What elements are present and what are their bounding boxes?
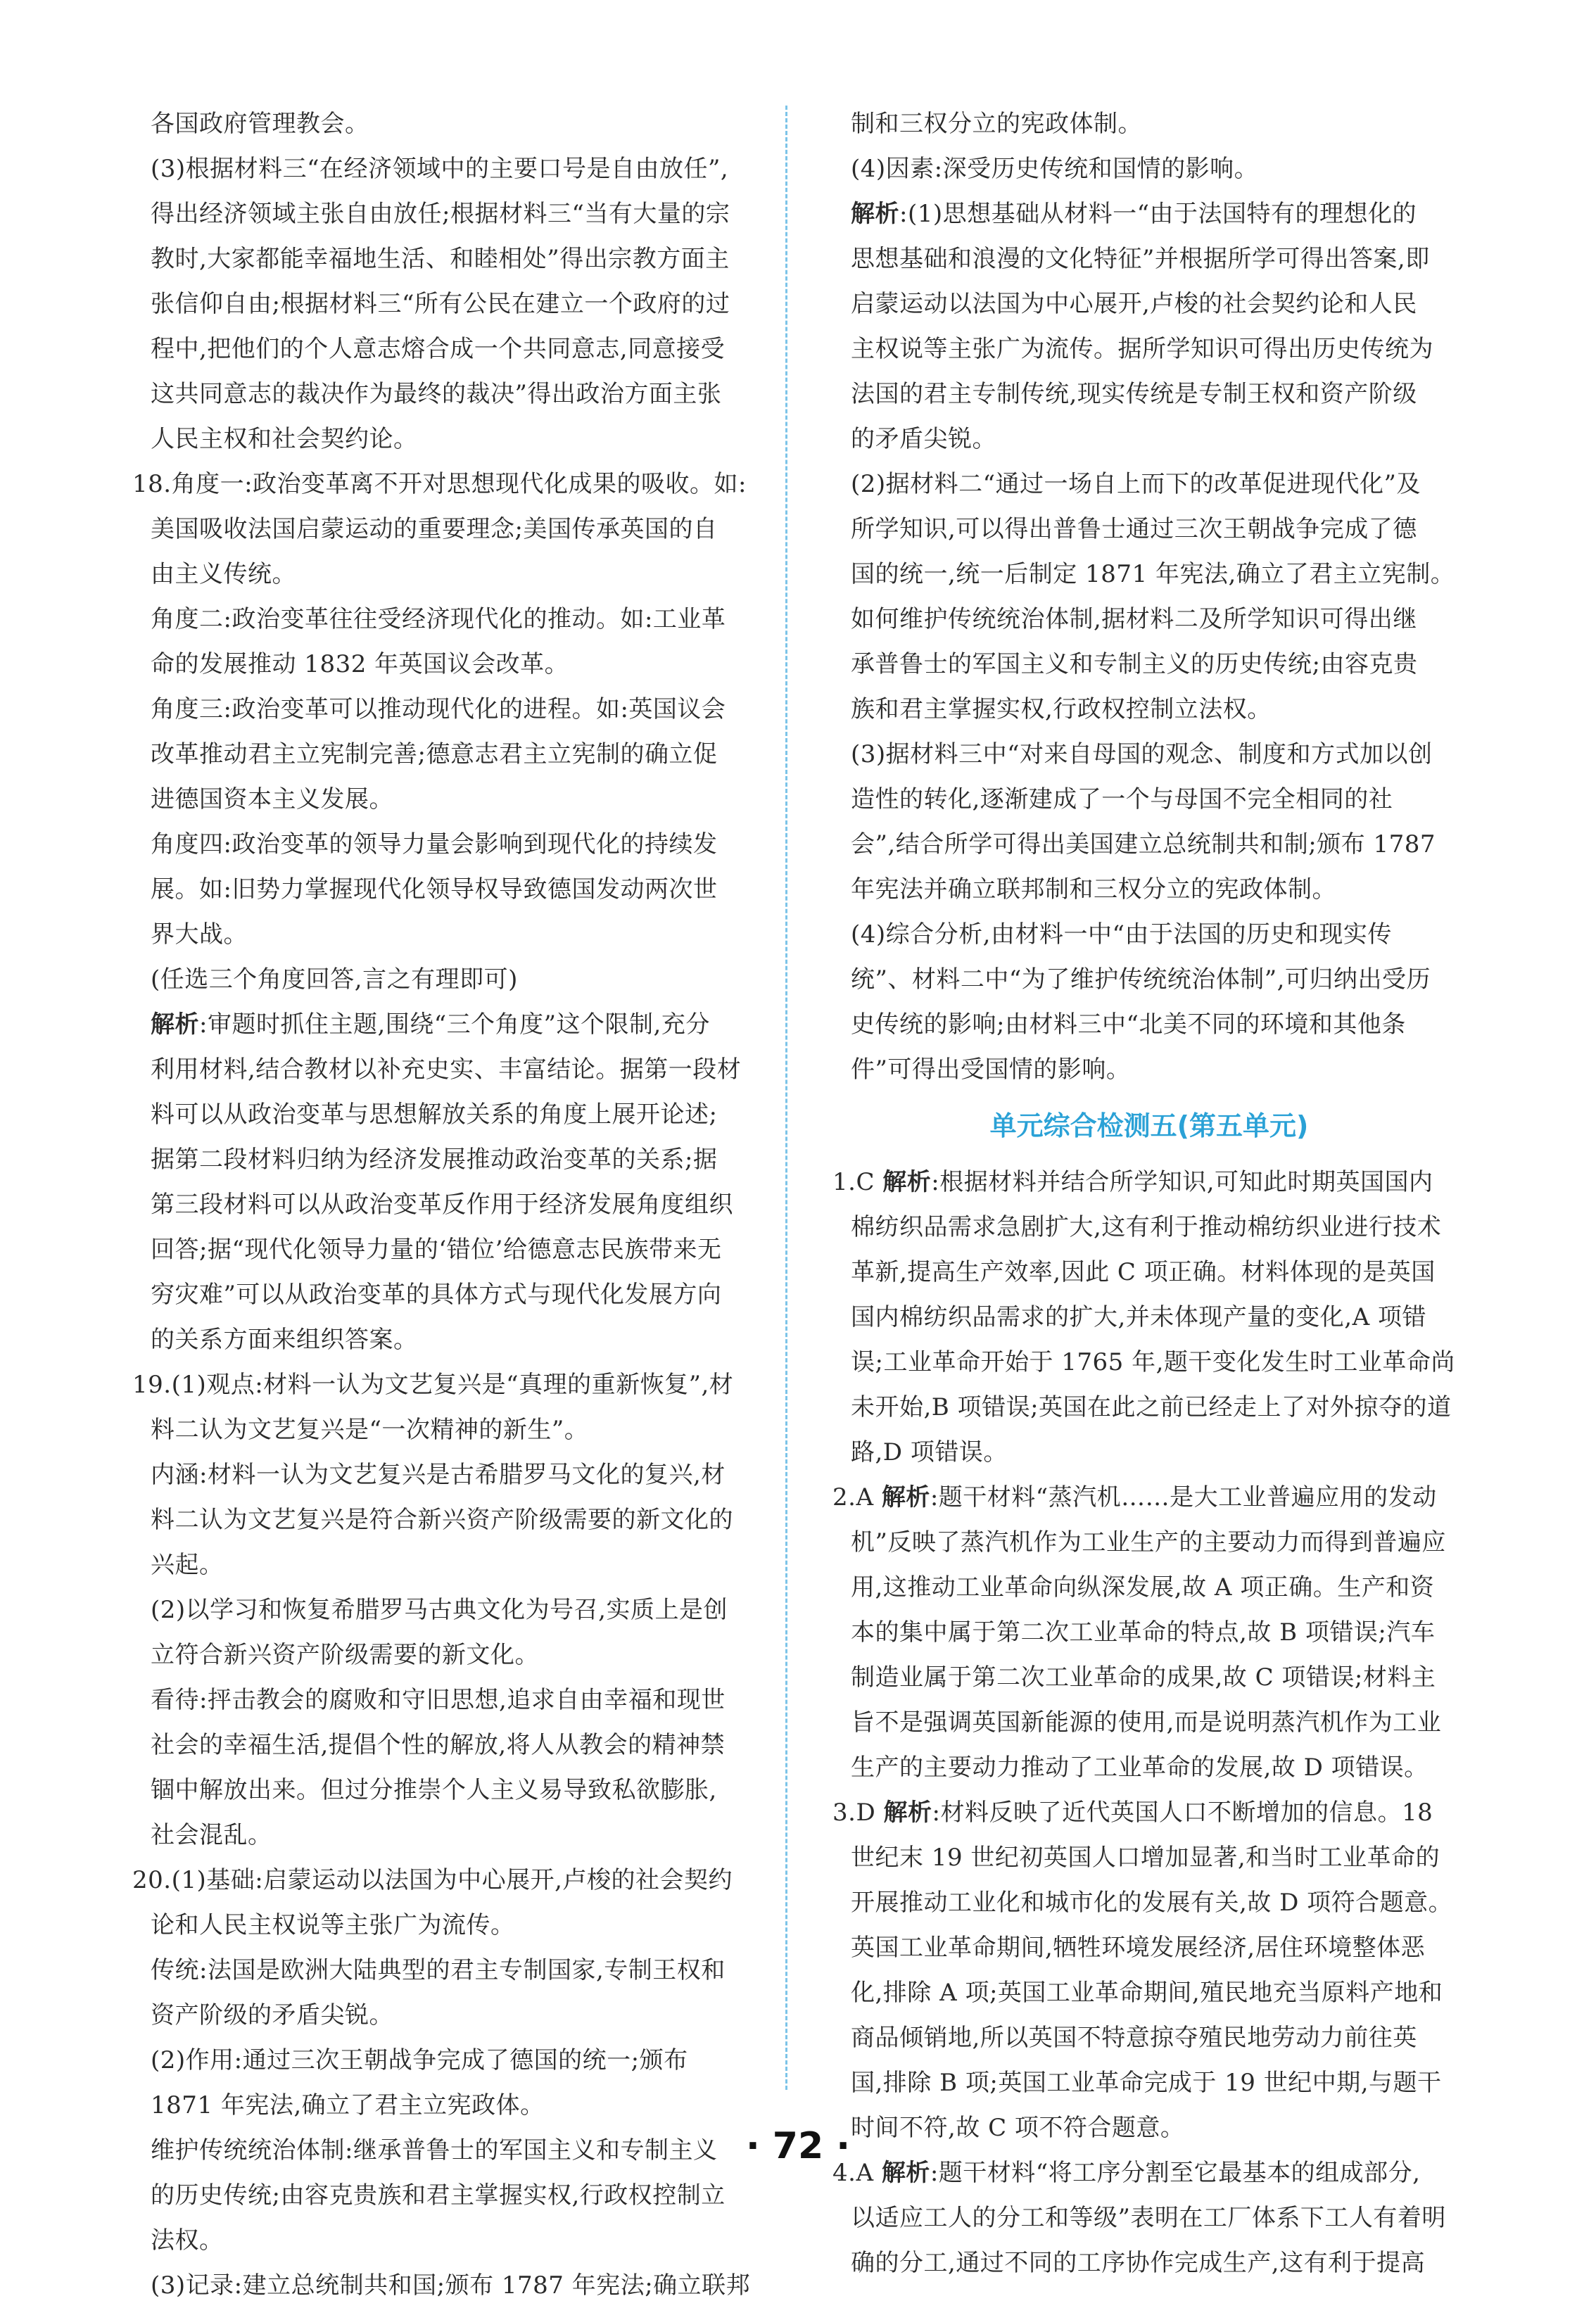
text-line: [132, 417, 766, 462]
line-text: 的历史传统;由容克贵族和君主掌握实权,行政权控制立: [151, 2181, 726, 2209]
text-line: [132, 462, 766, 507]
line-text: 回答;据“现代化领导力量的‘错位’给德意志民族带来无: [151, 1236, 722, 1264]
text-line: [132, 1317, 766, 1362]
line-text: (4)因素:深受历史传统和国情的影响。: [851, 155, 1259, 183]
text-line: [132, 191, 766, 236]
line-text: 所学知识,可以得出普鲁士通过三次王朝战争完成了德: [851, 515, 1417, 543]
line-text: (2)据材料二“通过一场自上而下的改革促进现代化”及: [851, 470, 1421, 498]
text-line: [832, 2015, 1466, 2060]
text-line: [832, 462, 1466, 507]
line-text: 启蒙运动以法国为中心展开,卢梭的社会契约论和人民: [851, 290, 1417, 318]
text-line: [832, 1250, 1466, 1295]
line-text: 如何维护传统统治体制,据材料二及所学知识可得出继: [851, 605, 1417, 633]
text-line: [832, 642, 1466, 687]
text-line: [132, 507, 766, 552]
line-text: 造性的转化,逐渐建成了一个与母国不完全相同的社: [851, 785, 1393, 813]
line-text: 年宪法并确立联邦制和三权分立的宪政体制。: [851, 875, 1336, 903]
line-text: 商品倾销地,所以英国不特意掠夺殖民地劳动力前往英: [851, 2024, 1417, 2052]
text-line: [832, 372, 1466, 417]
text-line: [832, 1700, 1466, 1745]
text-line: [132, 822, 766, 867]
line-text: 承普鲁士的军国主义和专制主义的历史传统;由容克贵: [851, 650, 1418, 678]
text-line: [132, 1137, 766, 1182]
text-line: [132, 1903, 766, 1948]
line-text: 社会的幸福生活,提倡个性的解放,将人从教会的精神禁: [151, 1731, 726, 1759]
line-text: 角度四:政治变革的领导力量会影响到现代化的持续发: [151, 830, 718, 858]
line-text: 教时,大家都能幸福地生活、和睦相处”得出宗教方面主: [151, 245, 730, 273]
text-line: [132, 281, 766, 326]
text-line: [832, 1835, 1466, 1880]
line-text: 论和人民主权说等主张广为流传。: [151, 1911, 515, 1939]
text-line: [832, 1002, 1466, 1047]
line-text: 用,这推动工业革命向纵深发展,故 A 项正确。生产和资: [851, 1573, 1435, 1602]
question-number: 4.A: [832, 2159, 882, 2187]
text-line: [132, 2263, 766, 2308]
text-line: [832, 146, 1466, 191]
line-text: 兴起。: [151, 1551, 224, 1579]
line-text: 开展推动工业化和城市化的发展有关,故 D 项符合题意。: [851, 1889, 1453, 1917]
text-line: [832, 1790, 1466, 1835]
text-line: [832, 1340, 1466, 1385]
line-text: 旨不是强调英国新能源的使用,而是说明蒸汽机作为工业: [851, 1708, 1442, 1737]
text-line: [132, 1272, 766, 1317]
text-line: [132, 1948, 766, 1993]
text-line: [832, 326, 1466, 372]
line-text: :(1)思想基础从材料一“由于法国特有的理想化的: [899, 200, 1417, 228]
line-text: 思想基础和浪漫的文化特征”并根据所学可得出答案,即: [851, 245, 1430, 273]
text-line: [132, 1632, 766, 1678]
text-line: [832, 1565, 1466, 1610]
text-line: [832, 687, 1466, 732]
text-line: [832, 2240, 1466, 2285]
line-text: 料二认为文艺复兴是“一次精神的新生”。: [151, 1416, 589, 1444]
text-line: [832, 281, 1466, 326]
text-line: [832, 1430, 1466, 1475]
text-line: [832, 1520, 1466, 1565]
line-text: 确的分工,通过不同的工序协作完成生产,这有利于提高: [851, 2249, 1426, 2277]
text-line: [832, 822, 1466, 867]
text-line: [132, 912, 766, 957]
line-text: 以适应工人的分工和等级”表明在工厂体系下工人有着明: [851, 2204, 1446, 2232]
text-line: [832, 1655, 1466, 1700]
line-text: (任选三个角度回答,言之有理即可): [151, 965, 518, 994]
line-text: 立符合新兴资产阶级需要的新文化。: [151, 1641, 539, 1669]
line-text: 本的集中属于第二次工业革命的特点,故 B 项错误;汽车: [851, 1618, 1436, 1647]
text-line: [832, 2060, 1466, 2105]
text-line: [832, 1880, 1466, 1925]
text-line: [132, 1813, 766, 1858]
text-line: [132, 326, 766, 372]
text-line: [132, 687, 766, 732]
question-number: 1.C: [832, 1168, 883, 1196]
line-text: 18.角度一:政治变革离不开对思想现代化成果的吸收。如:: [132, 470, 747, 498]
column-divider: [785, 106, 787, 2090]
text-line: [132, 552, 766, 597]
line-text: 会”,结合所学可得出美国建立总统制共和制;颁布 1787: [851, 830, 1436, 858]
text-line: [832, 1970, 1466, 2015]
text-line: [832, 417, 1466, 462]
line-text: 英国工业革命期间,牺牲环境发展经济,居住环境整体恶: [851, 1934, 1426, 1962]
line-text: 的矛盾尖锐。: [851, 425, 996, 453]
line-text: 国的统一,统一后制定 1871 年宪法,确立了君主立宪制。: [851, 560, 1455, 588]
text-line: [832, 732, 1466, 777]
text-line: [832, 1295, 1466, 1340]
text-line: [832, 507, 1466, 552]
text-line: [832, 2195, 1466, 2240]
text-line: [832, 1745, 1466, 1790]
text-line: [132, 2083, 766, 2128]
line-text: 料二认为文艺复兴是符合新兴资产阶级需要的新文化的: [151, 1506, 733, 1534]
line-text: 制造业属于第二次工业革命的成果,故 C 项错误;材料主: [851, 1663, 1436, 1692]
line-text: 国内棉纺织品需求的扩大,并未体现产量的变化,A 项错: [851, 1303, 1426, 1331]
line-text: 世纪末 19 世纪初英国人口增加显著,和当时工业革命的: [851, 1844, 1440, 1872]
line-text: 误;工业革命开始于 1765 年,题干变化发生时工业革命尚: [851, 1348, 1455, 1376]
analysis-label: 解析: [883, 1799, 932, 1827]
text-line: [832, 236, 1466, 281]
text-line: [832, 957, 1466, 1002]
text-line: [832, 1160, 1466, 1205]
line-text: 生产的主要动力推动了工业革命的发展,故 D 项错误。: [851, 1754, 1429, 1782]
question-number: 2.A: [832, 1483, 882, 1511]
line-text: 20.(1)基础:启蒙运动以法国为中心展开,卢梭的社会契约: [132, 1866, 733, 1894]
line-text: 内涵:材料一认为文艺复兴是古希腊罗马文化的复兴,材: [151, 1461, 726, 1489]
line-text: 国,排除 B 项;英国工业革命完成于 19 世纪中期,与题干: [851, 2069, 1442, 2097]
text-line: [132, 236, 766, 281]
question-number: 3.D: [832, 1799, 884, 1827]
line-text: 维护传统统治体制:继承普鲁士的军国主义和专制主义: [151, 2136, 718, 2164]
line-text: 看待:抨击教会的腐败和守旧思想,追求自由幸福和现世: [151, 1686, 726, 1714]
line-text: 料可以从政治变革与思想解放关系的角度上展开论述;: [151, 1101, 718, 1129]
text-line: [132, 1497, 766, 1542]
text-line: [132, 1407, 766, 1452]
text-line: [132, 1678, 766, 1723]
text-line: [832, 552, 1466, 597]
line-text: 这共同意志的裁决作为最终的裁决”得出政治方面主张: [151, 380, 722, 408]
line-text: 主权说等主张广为流传。据所学知识可得出历史传统为: [851, 335, 1433, 363]
text-line: [132, 2218, 766, 2263]
analysis-label: 解析: [851, 200, 899, 228]
right-top-answers: [832, 101, 1466, 1092]
line-text: 19.(1)观点:材料一认为文艺复兴是“真理的重新恢复”,材: [132, 1371, 734, 1399]
text-line: [132, 1452, 766, 1497]
text-line: [832, 1385, 1466, 1430]
text-line: [832, 867, 1466, 912]
line-text: :审题时抓住主题,围绕“三个角度”这个限制,充分: [199, 1010, 710, 1039]
line-text: :根据材料并结合所学知识,可知此时期英国国内: [931, 1168, 1433, 1196]
text-line: [132, 777, 766, 822]
line-text: (2)以学习和恢复希腊罗马古典文化为号召,实质上是创: [151, 1596, 728, 1624]
analysis-label: 解析: [881, 1483, 930, 1511]
line-text: 族和君主掌握实权,行政权控制立法权。: [851, 695, 1272, 723]
section-heading: 单元综合检测五(第五单元): [989, 1110, 1309, 1141]
line-text: 程中,把他们的个人意志熔合成一个共同意志,同意接受: [151, 335, 726, 363]
text-line: [132, 732, 766, 777]
text-line: [832, 912, 1466, 957]
text-line: [832, 1205, 1466, 1250]
text-line: [132, 1858, 766, 1903]
text-line: [132, 597, 766, 642]
line-text: 第三段材料可以从政治变革反作用于经济发展角度组织: [151, 1191, 733, 1219]
line-text: (3)根据材料三“在经济领域中的主要口号是自由放任”,: [151, 155, 729, 183]
text-line: [132, 1362, 766, 1407]
line-text: :题干材料“蒸汽机……是大工业普遍应用的发动: [930, 1483, 1437, 1511]
right-bottom-answers: [832, 1160, 1466, 2285]
text-line: [132, 2173, 766, 2218]
text-line: [832, 101, 1466, 146]
line-text: 改革推动君主立宪制完善;德意志君主立宪制的确立促: [151, 740, 718, 768]
line-text: 角度三:政治变革可以推动现代化的进程。如:英国议会: [151, 695, 726, 723]
text-line: [132, 1723, 766, 1768]
analysis-label: 解析: [881, 2159, 930, 2187]
text-line: [132, 1182, 766, 1227]
text-line: [832, 1610, 1466, 1655]
line-text: 未开始,B 项错误;英国在此之前已经走上了对外掠夺的道: [851, 1393, 1452, 1421]
text-line: [132, 1587, 766, 1632]
line-text: 利用材料,结合教材以补充史实、丰富结论。据第一段材: [151, 1055, 742, 1084]
line-text: 得出经济领域主张自由放任;根据材料三“当有大量的宗: [151, 200, 730, 228]
text-line: [832, 191, 1466, 236]
line-text: 人民主权和社会契约论。: [151, 425, 418, 453]
text-line: [832, 1475, 1466, 1520]
line-text: 界大战。: [151, 920, 248, 949]
line-text: 据第二段材料归纳为经济发展推动政治变革的关系;据: [151, 1146, 718, 1174]
text-line: [832, 777, 1466, 822]
analysis-label: 解析: [882, 1168, 932, 1196]
text-line: [832, 1047, 1466, 1092]
line-text: 史传统的影响;由材料三中“北美不同的环境和其他条: [851, 1010, 1406, 1039]
line-text: 锢中解放出来。但过分推崇个人主义易导致私欲膨胀,: [151, 1776, 717, 1804]
text-line: [132, 642, 766, 687]
line-text: 棉纺织品需求急剧扩大,这有利于推动棉纺织业进行技术: [851, 1213, 1442, 1241]
analysis-label: 解析: [151, 1010, 199, 1039]
line-text: (2)作用:通过三次王朝战争完成了德国的统一;颁布: [151, 2046, 688, 2074]
text-line: [132, 1002, 766, 1047]
text-line: [832, 1925, 1466, 1970]
line-text: 1871 年宪法,确立了君主立宪政体。: [151, 2091, 545, 2119]
text-line: [132, 1542, 766, 1587]
line-text: 化,排除 A 项;英国工业革命期间,殖民地充当原料产地和: [851, 1979, 1443, 2007]
line-text: 进德国资本主义发展。: [151, 785, 393, 813]
line-text: 法国的君主专制传统,现实传统是专制王权和资产阶级: [851, 380, 1417, 408]
line-text: (4)综合分析,由材料一中“由于法国的历史和现实传: [851, 920, 1392, 949]
line-text: 展。如:旧势力掌握现代化领导权导致德国发动两次世: [151, 875, 718, 903]
line-text: :材料反映了近代英国人口不断增加的信息。18: [932, 1799, 1433, 1827]
text-line: [132, 1768, 766, 1813]
line-text: 各国政府管理教会。: [151, 110, 369, 138]
text-line: [132, 957, 766, 1002]
text-line: [132, 1227, 766, 1272]
line-text: 的关系方面来组织答案。: [151, 1326, 418, 1354]
line-text: 由主义传统。: [151, 560, 296, 588]
line-text: 法权。: [151, 2226, 224, 2255]
line-text: 传统:法国是欧洲大陆典型的君主专制国家,专制王权和: [151, 1956, 726, 1984]
line-text: 角度二:政治变革往往受经济现代化的推动。如:工业革: [151, 605, 726, 633]
page-number: · 72 ·: [745, 2125, 851, 2167]
line-text: 美国吸收法国启蒙运动的重要理念;美国传承英国的自: [151, 515, 718, 543]
text-line: [132, 101, 766, 146]
text-line: [132, 2038, 766, 2083]
text-line: [132, 372, 766, 417]
text-line: [132, 1092, 766, 1137]
line-text: 资产阶级的矛盾尖锐。: [151, 2001, 393, 2029]
text-line: [832, 597, 1466, 642]
line-text: (3)据材料三中“对来自母国的观念、制度和方式加以创: [851, 740, 1433, 768]
left-column: [132, 101, 766, 2308]
line-text: 穷灾难”可以从政治变革的具体方式与现代化发展方向: [151, 1281, 722, 1309]
line-text: 张信仰自由;根据材料三“所有公民在建立一个政府的过: [151, 290, 730, 318]
line-text: 机”反映了蒸汽机作为工业生产的主要动力而得到普遍应: [851, 1528, 1446, 1556]
line-text: 路,D 项错误。: [851, 1438, 1008, 1466]
line-text: 命的发展推动 1832 年英国议会改革。: [151, 650, 569, 678]
line-text: 件”可得出受国情的影响。: [851, 1055, 1131, 1084]
line-text: 制和三权分立的宪政体制。: [851, 110, 1142, 138]
line-text: :题干材料“将工序分割至它最基本的组成部分,: [930, 2159, 1421, 2187]
right-column: [832, 101, 1466, 2285]
line-text: 革新,提高生产效率,因此 C 项正确。材料体现的是英国: [851, 1258, 1436, 1286]
line-text: 统”、材料二中“为了维护传统统治体制”,可归纳出受历: [851, 965, 1431, 994]
text-line: [132, 867, 766, 912]
text-line: [132, 1047, 766, 1092]
line-text: 社会混乱。: [151, 1821, 272, 1849]
text-line: [132, 146, 766, 191]
line-text: 时间不符,故 C 项不符合题意。: [851, 2114, 1185, 2142]
line-text: (3)记录:建立总统制共和国;颁布 1787 年宪法;确立联邦: [151, 2271, 751, 2300]
text-line: [132, 1993, 766, 2038]
